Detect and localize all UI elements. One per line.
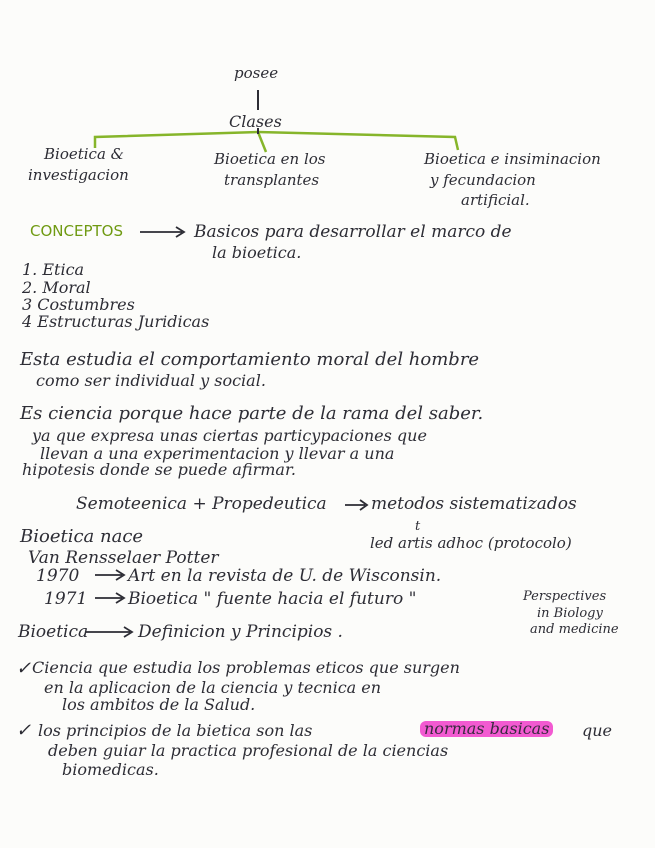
arrow-1970 xyxy=(95,570,124,580)
concepts-description-line1: Basicos para desarrollar el marco de xyxy=(194,222,512,242)
diagram-top-word: posee xyxy=(234,64,279,82)
concept-item-2: 2. Moral xyxy=(22,278,91,297)
check1-line3: los ambitos de la Salud. xyxy=(62,695,256,714)
check2-line2: deben guiar la practica profesional de la ciencias xyxy=(48,741,449,760)
arrow-bioetica-def xyxy=(86,627,132,637)
arrow-concepts xyxy=(140,227,184,237)
concept-item-1: 1. Etica xyxy=(22,260,85,279)
perspectives-line2: in Biology xyxy=(537,606,603,621)
paragraph2-line4: hipotesis donde se puede afirmar. xyxy=(22,460,296,479)
branch-mid-line1: Bioetica en los xyxy=(214,150,326,168)
bioetica-definition-right: Definicion y Principios . xyxy=(138,622,343,642)
paragraph1-line2: como ser individual y social. xyxy=(36,371,266,390)
concept-item-4: 4 Estructuras Juridicas xyxy=(22,312,210,331)
concepts-label: CONCEPTOS xyxy=(30,222,123,240)
branch-right-line1: Bioetica e insiminacion xyxy=(424,150,601,168)
branch-right-line3: artificial. xyxy=(461,191,530,209)
bioetica-born: Bioetica nace xyxy=(20,526,144,547)
check2-line1-a: los principios de la bietica son las xyxy=(38,721,313,740)
check2-line1-b: que xyxy=(582,721,613,740)
concept-item-3: 3 Costumbres xyxy=(22,295,135,314)
perspectives-line1: Perspectives xyxy=(523,589,607,604)
branch-left-line1: Bioetica & xyxy=(44,145,125,163)
paragraph1-line1: Esta estudia el comportamiento moral del hombre xyxy=(20,349,480,370)
check2-line3: biomedicas. xyxy=(62,760,159,779)
diagram-center-word: Clases xyxy=(229,112,282,131)
paragraph2-line1: Es ciencia porque hace parte de la rama del saber. xyxy=(20,403,484,424)
bioetica-definition-left: Bioetica xyxy=(18,622,89,642)
year-1971-text: Bioetica " fuente hacia el futuro " xyxy=(128,589,417,609)
green-branch-mid xyxy=(258,132,266,152)
perspectives-line3: and medicine xyxy=(530,622,619,637)
check-mark-2: ✓ xyxy=(16,720,32,741)
ars-superscript: t xyxy=(415,519,421,534)
paragraph2-line3: llevan a una experimentacion y llevar a una xyxy=(40,444,395,463)
year-1970: 1970 xyxy=(36,566,80,586)
branch-right-line2: y fecundacion xyxy=(430,171,536,189)
arrow-methods xyxy=(345,500,367,510)
methods-arrow-target: metodos sistematizados xyxy=(371,494,577,514)
arrow-1971 xyxy=(95,593,124,603)
branch-left-line2: investigacion xyxy=(28,166,129,184)
methods-line: Semoteenica + Propedeutica xyxy=(76,494,327,514)
ars-protocol: led artis adhoc (protocolo) xyxy=(370,534,572,552)
year-1970-text: Art en la revista de U. de Wisconsin. xyxy=(128,566,442,586)
check1-line1: Ciencia que estudia los problemas eticos que surgen xyxy=(32,658,460,677)
check-mark-1: ✓ xyxy=(16,658,32,679)
year-1971: 1971 xyxy=(44,589,88,609)
check1-line2: en la aplicacion de la ciencia y tecnica en xyxy=(44,678,382,697)
paragraph2-line2: ya que expresa unas ciertas particypaciones que xyxy=(32,426,427,445)
green-branch-right xyxy=(258,132,458,150)
concepts-description-line2: la bioetica. xyxy=(212,243,302,262)
author-name: Van Rensselaer Potter xyxy=(28,548,219,568)
branch-mid-line2: transplantes xyxy=(224,171,320,189)
check2-highlight: normas basicas xyxy=(420,721,553,737)
